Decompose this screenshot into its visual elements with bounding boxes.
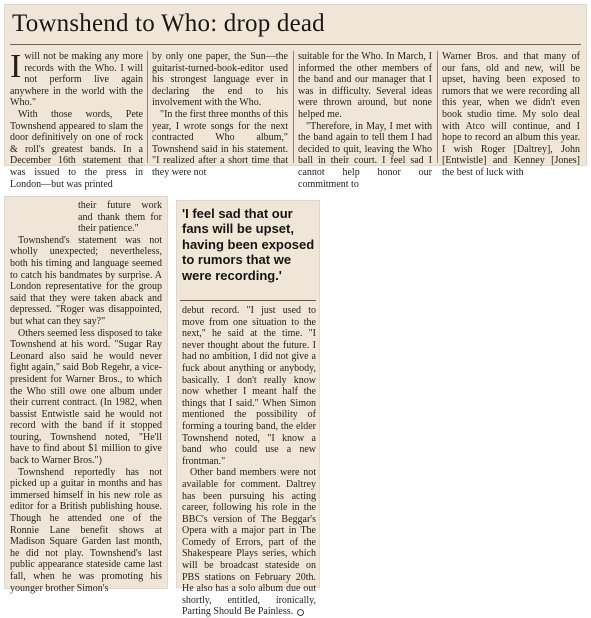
right-col-para2: Other band members were not available for comment. Daltrey has been pursuing his acting career, following his role in the BBC's version of The Beggar's Opera with a major part in The Comedy of Errors, part of the Shakespeare Plays series, which will be broadcast stateside on PBS stations on February 20th. He also has a solo album due out shortly, entitled, ironically, Parting Should Be Painless. <box>182 467 316 618</box>
top-col2-para1: by only one paper, the Sun—the guitarist-turned-book-editor used his strongest language ever in declaring the end to his involvement with the Who. <box>152 51 288 109</box>
top-column-4 <box>442 51 580 178</box>
left-col-para4: Townshend reportedly has not picked up a guitar in months and has immersed himself in his new role as editor for a British publishing house. Though he attended one of the Ronnie Lane benefit shows at Madison Square Garden last month, he did not play. Townshend's last public appearance stateside came last fall, when he was promoting his younger brother Simon's <box>10 466 162 594</box>
pull-quote: 'I feel sad that our fans will be upset, having been exposed to rumors that we were recording.' <box>182 206 315 283</box>
left-col-para3: Others seemed less disposed to take Townshend at his word. "Sugar Ray Leonard also said he would never fight again," said Bob Regehr, a vice-president for Warner Bros., to which the Who still owe one album under their current contract. (In 1982, when bassist Entwistle said he would not record with the band if it stopped touring, Townshend noted, "He'll have to find about $1 million to give back to Warner Bros.") <box>10 327 162 467</box>
top-col1-para2: With those words, Pete Townshend appeared to slam the door definitively on one of rock & roll's greatest bands. In a December 16th statement that was issued to the press in London—but was printed <box>10 108 143 190</box>
left-column <box>10 200 162 594</box>
top-col1-para1: Iwill not be making any more records with the Who. I will not perform live again anywhere in the world with the Who." <box>10 48 143 109</box>
left-col-para1: their future work and thank them for their patience." <box>78 200 162 235</box>
left-col-para2: Townshend's statement was not wholly unexpected; nevertheless, both his timing and language seemed to catch his bandmates by surprise. A London representative for the group said that they were taken aback and depressed. "Roger was disappointed, but what can they say?" <box>10 234 162 327</box>
end-mark-icon <box>297 609 304 616</box>
top-col3-para1: suitable for the Who. In March, I informed the other members of the band and our manager that I was in difficulty. Several ideas were thrown around, but none helped me. <box>298 51 432 120</box>
drop-cap: I <box>10 48 22 85</box>
column-divider <box>437 51 438 163</box>
right-column <box>182 305 316 618</box>
headline-rule <box>10 44 581 45</box>
column-divider <box>147 51 148 163</box>
top-clipping <box>4 4 587 190</box>
pull-quote-rule <box>180 300 316 301</box>
top-col4-para1: Warner Bros. and that many of our fans, old and new, will be upset, having been exposed to rumors that we were recording all this year, when we didn't even book studio time. My solo deal with Atco will continue, and I hope to record an album this year. I wish Roger [Daltrey], John [Entwistle] and Kenney [Jones] the best of luck with <box>442 51 580 178</box>
top-col2-para2: "In the first three months of this year, I wrote songs for the next contracted Who album," Townshend said in his statement. "I realized after a short time that they were not <box>152 108 288 178</box>
left-clipping <box>4 196 168 594</box>
right-col-para1: debut record. "I just used to move from one situation to the next," he said at the time. "I never thought about the future. I had no ambition, I did not give a fuck about anything or anybody, basically. I don't really know now whether I meant half the things that I said." When Simon mentioned the possibility of forming a touring band, the elder Townshend noted, "I know a band who could use a new frontman." <box>182 305 316 467</box>
top-column-1 <box>10 48 143 190</box>
column-divider <box>293 51 294 163</box>
headline: Townshend to Who: drop dead <box>12 10 325 37</box>
top-col3-para2: "Therefore, in May, I met with the band again to tell them I had decided to quit, leaving the Who ball in their court. I feel sad I cannot help honor our commitment to <box>298 120 432 190</box>
top-column-2 <box>152 51 288 178</box>
top-column-3 <box>298 51 432 190</box>
